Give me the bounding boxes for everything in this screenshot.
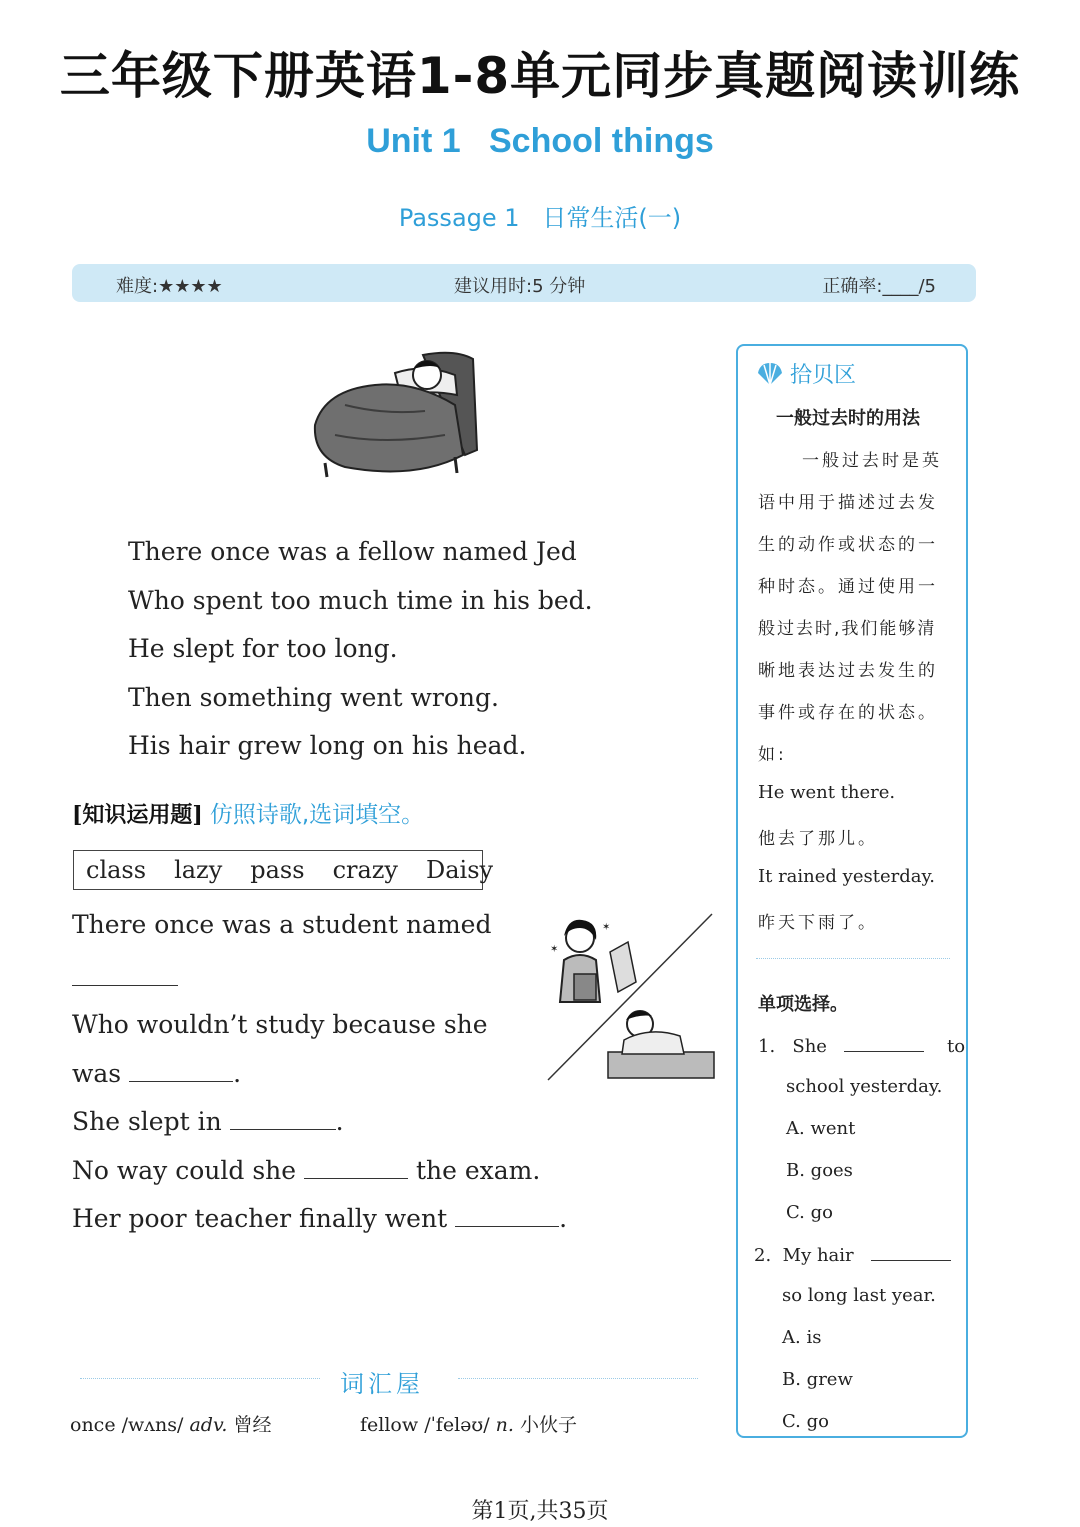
quiz-title: 单项选择。 bbox=[758, 994, 848, 1015]
vocab-word: fellow bbox=[360, 1414, 419, 1436]
question-text: school yesterday. bbox=[786, 1076, 943, 1097]
sidebar-title: 拾贝区 bbox=[790, 363, 857, 388]
poem-line: Then something went wrong. bbox=[128, 682, 499, 712]
difficulty-rating: 难度:★★★★ bbox=[116, 276, 223, 297]
vocab-meaning: 曾经 bbox=[233, 1414, 272, 1436]
info-bar bbox=[72, 264, 976, 302]
word-bank bbox=[73, 850, 494, 890]
vocab-part-of-speech: n. bbox=[495, 1414, 514, 1436]
sidebar-header bbox=[756, 358, 856, 389]
exercise-line bbox=[72, 1058, 241, 1088]
answer-option[interactable]: C. go bbox=[786, 1202, 833, 1223]
exercise-text: No way could she bbox=[72, 1156, 297, 1185]
poem-line: His hair grew long on his head. bbox=[128, 731, 527, 760]
question-number: 2. bbox=[754, 1245, 772, 1266]
exercise-line bbox=[72, 1155, 540, 1185]
vocab-item bbox=[70, 1410, 272, 1437]
answer-option[interactable]: B. goes bbox=[786, 1160, 853, 1181]
answer-blank-1[interactable] bbox=[72, 962, 178, 986]
main-title: 三年级下册英语1-8单元同步真题阅读训练 bbox=[59, 47, 1021, 105]
question-text: to bbox=[947, 1036, 966, 1057]
sidebar-text-line: 如: bbox=[758, 745, 787, 765]
svg-text:✶: ✶ bbox=[550, 944, 559, 955]
answer-option[interactable]: B. grew bbox=[782, 1369, 853, 1390]
example-en: He went there. bbox=[758, 782, 896, 803]
answer-option[interactable]: A. is bbox=[782, 1327, 822, 1348]
exercise-line bbox=[72, 1010, 488, 1039]
answer-blank-5[interactable] bbox=[455, 1203, 559, 1227]
question-text: She bbox=[792, 1036, 827, 1057]
sidebar-text-line: 一般过去时是英 bbox=[802, 451, 942, 471]
period: . bbox=[559, 1204, 568, 1233]
answer-blank-2[interactable] bbox=[129, 1058, 233, 1082]
exercise-line bbox=[72, 910, 491, 939]
task-instruction: 仿照诗歌,选词填空。 bbox=[209, 802, 425, 828]
svg-text:✶: ✶ bbox=[602, 922, 611, 933]
quiz-question-1 bbox=[758, 1034, 965, 1057]
poem-line: Who spent too much time in his bed. bbox=[128, 585, 593, 615]
sidebar-text-line: 语中用于描述过去发 bbox=[758, 493, 938, 513]
sidebar-text-line: 般过去时,我们能够清 bbox=[758, 619, 937, 639]
example-cn: 他去了那儿。 bbox=[758, 829, 878, 849]
unit-title: Unit 1 School things bbox=[366, 122, 714, 160]
vocab-divider-right bbox=[458, 1378, 698, 1379]
period: . bbox=[335, 1107, 344, 1136]
exercise-line bbox=[72, 1106, 344, 1136]
exercise-text: the exam. bbox=[415, 1156, 541, 1185]
question-number: 1. bbox=[758, 1036, 776, 1057]
exercise-line bbox=[72, 1203, 567, 1233]
vocab-phonetic: /wʌns/ bbox=[121, 1414, 184, 1436]
vocab-item bbox=[360, 1410, 577, 1437]
exercise-text: Her poor teacher finally went bbox=[72, 1204, 448, 1233]
word-bank-item: crazy bbox=[332, 856, 398, 884]
answer-blank-3[interactable] bbox=[230, 1106, 336, 1130]
sidebar-text-line: 种时态。通过使用一 bbox=[758, 577, 938, 597]
answer-blank-4[interactable] bbox=[304, 1155, 408, 1179]
sidebar-subtitle: 一般过去时的用法 bbox=[776, 408, 920, 429]
vocab-meaning: 小伙子 bbox=[519, 1414, 577, 1436]
vocab-word: once bbox=[70, 1414, 116, 1436]
exercise-blank-line bbox=[72, 962, 178, 992]
sleeping-in-bed-illustration bbox=[305, 345, 485, 485]
question-text: My hair bbox=[782, 1245, 854, 1266]
sidebar-text-line: 晰地表达过去发生的 bbox=[758, 661, 938, 681]
sidebar-text-line: 生的动作或状态的一 bbox=[758, 535, 938, 555]
task-heading bbox=[72, 796, 424, 829]
exercise-text: She slept in bbox=[72, 1107, 222, 1136]
sidebar-divider bbox=[756, 958, 950, 959]
page-number: 第1页,共35页 bbox=[471, 1499, 609, 1524]
task-type-label: [知识运用题] bbox=[72, 802, 203, 828]
word-bank-item: pass bbox=[250, 856, 305, 884]
shell-icon bbox=[756, 361, 784, 387]
question-text: so long last year. bbox=[782, 1285, 936, 1306]
vocab-part-of-speech: adv. bbox=[189, 1414, 228, 1436]
vocab-phonetic: /ˈfeləʊ/ bbox=[424, 1414, 490, 1436]
question-blank[interactable] bbox=[844, 1034, 924, 1052]
answer-option[interactable]: C. go bbox=[782, 1411, 829, 1432]
poem bbox=[128, 528, 593, 771]
example-en: It rained yesterday. bbox=[758, 866, 935, 887]
example-cn: 昨天下雨了。 bbox=[758, 913, 878, 933]
quiz-question-2 bbox=[754, 1243, 951, 1266]
passage-title: Passage 1 日常生活(一) bbox=[398, 204, 682, 232]
poem-line: There once was a fellow named Jed bbox=[128, 537, 577, 566]
vocab-divider-left bbox=[80, 1378, 320, 1379]
teacher-student-illustration bbox=[540, 912, 715, 1084]
exercise-text: Who wouldn’t study because she bbox=[72, 1010, 488, 1039]
answer-option[interactable]: A. went bbox=[786, 1118, 856, 1139]
word-bank-item: Daisy bbox=[426, 856, 494, 884]
word-bank-item: class bbox=[86, 856, 147, 884]
period: . bbox=[233, 1059, 242, 1088]
exercise-text: was bbox=[72, 1059, 122, 1088]
vocab-title: 词汇屋 bbox=[340, 1370, 424, 1398]
poem-line: He slept for too long. bbox=[128, 634, 398, 663]
tips-sidebar bbox=[736, 344, 968, 1438]
accuracy-score: 正确率:____/5 bbox=[822, 276, 936, 297]
suggested-time: 建议用时:5 分钟 bbox=[454, 276, 586, 297]
question-blank[interactable] bbox=[871, 1243, 951, 1261]
exercise-text: There once was a student named bbox=[72, 910, 492, 939]
sidebar-text-line: 事件或存在的状态。 bbox=[758, 703, 938, 723]
word-bank-item: lazy bbox=[174, 856, 223, 884]
